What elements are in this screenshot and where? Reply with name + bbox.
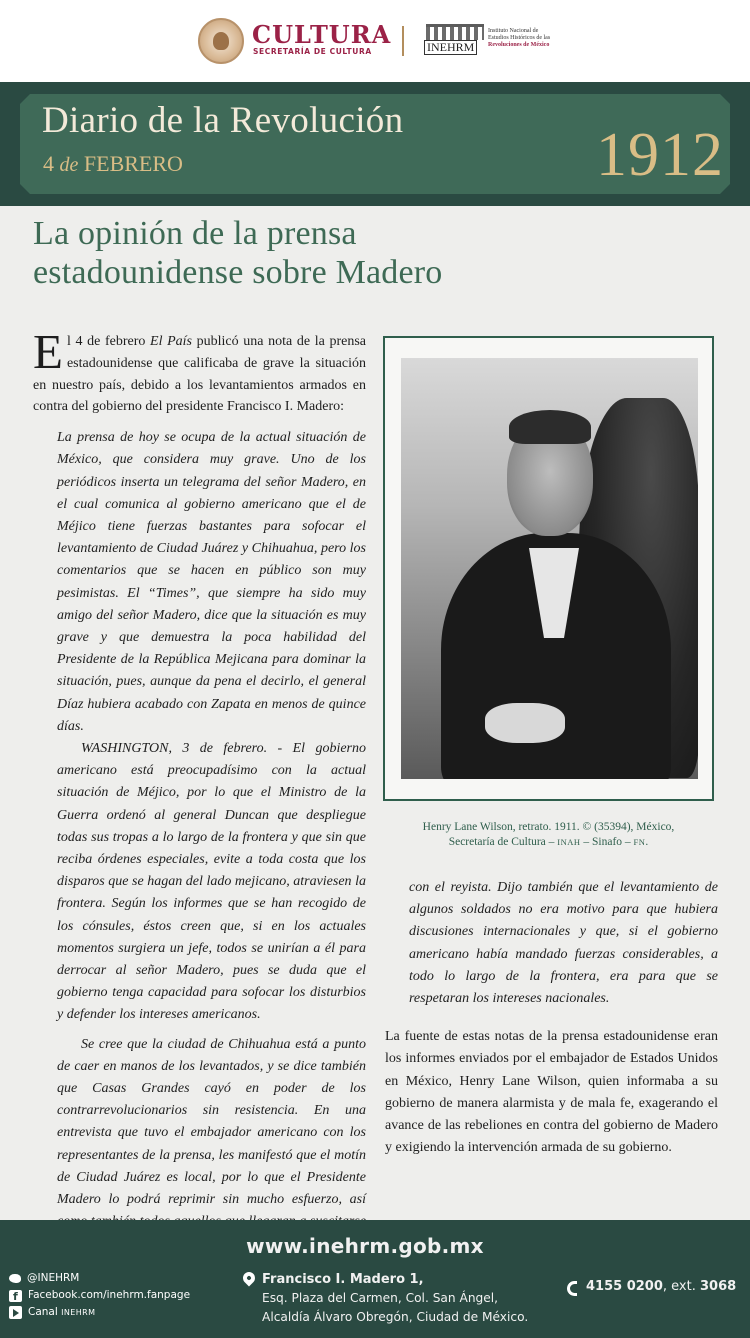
portrait-hand	[485, 703, 565, 743]
caption-fn: FN	[633, 837, 646, 847]
youtube-link[interactable]	[9, 1304, 190, 1321]
headline-line-2: estadounidense sobre Madero	[33, 254, 443, 291]
facebook-link[interactable]	[9, 1287, 190, 1304]
portrait-hair	[509, 410, 591, 444]
youtube-icon	[9, 1306, 22, 1319]
article-right-column	[385, 877, 718, 1159]
headline-line-1: La opinión de la prensa	[33, 215, 357, 252]
website-link[interactable]: www.inehrm.gob.mx	[246, 1234, 484, 1258]
caption-separator: – Sinafo –	[580, 836, 634, 848]
inehrm-line-3: Revoluciones de México	[488, 42, 550, 48]
phone-icon	[567, 1281, 577, 1296]
lead-rest: publicó una nota de la prensa estadounidense que calificaba de grave la situación en nuestro país, debido a los levantamientos armados en contra del gobierno del presidente Francisco I. Madero:	[33, 334, 366, 415]
phone-main: 4155 0200	[586, 1279, 663, 1294]
portrait-photo	[401, 358, 698, 779]
address-line-2: Esq. Plaza del Carmen, Col. San Ángel,	[262, 1291, 499, 1305]
banner-day-word: de	[59, 154, 79, 176]
banner-day: 4	[43, 151, 54, 176]
twitter-handle: @INEHRM	[27, 1272, 80, 1284]
top-logo-bar	[0, 0, 750, 82]
lead-start: l 4 de febrero	[66, 334, 151, 349]
phone-number[interactable]	[586, 1279, 736, 1294]
banner-year: 1912	[596, 121, 724, 189]
caption-end: .	[645, 836, 649, 848]
lead-newspaper: El País	[150, 334, 192, 349]
inehrm-building-icon	[426, 24, 484, 40]
youtube-prefix: Canal	[28, 1306, 58, 1318]
drop-cap: E	[33, 324, 63, 379]
footer	[0, 1220, 750, 1338]
quote-paragraph-2: WASHINGTON, 3 de febrero. - El gobierno americano está preocupadísimo con la actual situación de Méjico, por lo que el Ministro de la Guerra ordenó al general Duncan que despliegue todas sus tropas a lo largo de la frontera y que sin que reciba órdenes especiales, evite a toda costa que los disparos que se hagan del lado mejicano, atraviesen la frontera. Según los informes que se han recogido de los cónsules, éstos creen que, si en los actuales momentos surgiera un jefe, todos se unirían a él para derrocar al señor Madero, pues se duda que el gobierno tenga capacidad para sofocar los disturbios y defender los intereses americanos.	[57, 741, 366, 1023]
logo-divider	[402, 26, 404, 56]
quote-paragraph-1: La prensa de hoy se ocupa de la actual situación de México, que considera muy grave. Uno de los periódicos inserta un telegrama del señor Madero, en el cual comunica al gobierno americano que el de Méjico tiene fuerzas bastantes para sofocar el levantamiento de Ciudad Juárez y Chihuahua, pero los comentarios que se hacen en público son muy pesimistas. El “Times”, que siempre ha sido muy amigo del señor Madero, dice que la situación es muy grave y que demuestra la poca habilidad del Presidente de la República Mejicana para dominar la situación, pues, aunque da pena el decirlo, el general Díaz hubiera acabado con Zapata en menos de quince días.	[57, 430, 366, 734]
inehrm-acronym: INEHRM	[424, 40, 477, 55]
inehrm-line-2: Estudios Históricos de las	[488, 35, 551, 41]
caption-line-2a: Secretaría de Cultura –	[448, 836, 558, 848]
closing-paragraph: La fuente de estas notas de la prensa estadounidense eran los informes enviados por el embajador de Estados Unidos en México, Henry Lane Wilson, quien informaba a su gobierno de manera alarmista y de mala fe, exagerando el avance de las rebeliones en contra del gobierno de Madero y exigiendo la intervención armada de su gobierno.	[385, 1029, 718, 1156]
twitter-icon	[9, 1274, 21, 1283]
address	[262, 1270, 528, 1327]
facebook-url: Facebook.com/inehrm.fanpage	[28, 1289, 191, 1301]
inehrm-full-name	[488, 28, 568, 49]
address-street: Francisco I. Madero 1,	[262, 1272, 424, 1287]
portrait-frame	[383, 336, 714, 801]
address-line-3: Alcaldía Álvaro Obregón, Ciudad de México.	[262, 1310, 529, 1324]
portrait-caption	[383, 820, 714, 850]
inehrm-line-1: Instituto Nacional de	[488, 28, 539, 34]
banner-date	[43, 151, 183, 177]
banner-title: Diario de la Revolución	[42, 100, 404, 141]
quote-paragraph-3-continued: con el reyista. Dijo también que el levantamiento de algunos soldados no era motivo para que hubiera discusiones internacionales y que, si el gobierno americano había mandado fuerzas considerables, a todo lo largo de la frontera, era para que se respetaran los intereses nacionales.	[409, 880, 718, 1007]
twitter-link[interactable]	[9, 1270, 190, 1287]
brand-subtitle: SECRETARÍA DE CULTURA	[253, 47, 372, 56]
phone-ext-label: , ext.	[662, 1279, 700, 1294]
youtube-channel: INEHRM	[61, 1308, 96, 1317]
article-headline	[33, 214, 633, 292]
lead-paragraph	[33, 324, 366, 418]
seal-icon	[198, 18, 244, 64]
phone-ext: 3068	[699, 1279, 737, 1294]
location-pin-icon	[241, 1270, 258, 1287]
caption-line-1: Henry Lane Wilson, retrato. 1911. © (35394), México,	[422, 821, 675, 833]
social-links	[9, 1270, 190, 1321]
caption-inah: INAH	[557, 837, 581, 847]
facebook-icon	[9, 1290, 22, 1302]
banner-month: FEBRERO	[83, 151, 183, 176]
brand-title: CULTURA	[252, 20, 392, 49]
quote-paragraph-3: Se cree que la ciudad de Chihuahua está a punto de caer en manos de los levantados, y se dice también que Casas Grandes cayó en poder de los contrarrevolucionarios sin resistencia. En una entrevista que tuvo el embajador americano con los representantes de la prensa, les manifestó que el motín de Ciudad Juárez es local, por lo que el Presidente Madero lo podrá reprimir sin mucho esfuerzo, así	[57, 1036, 366, 1208]
article-left-column	[33, 324, 366, 1256]
